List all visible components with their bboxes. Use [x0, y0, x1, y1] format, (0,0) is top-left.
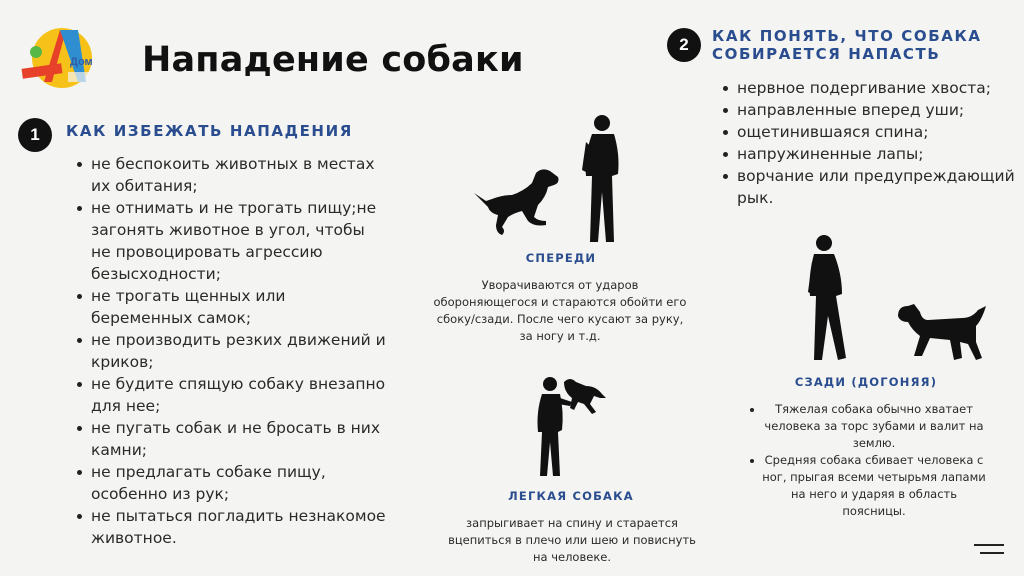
section1-list — [77, 153, 387, 549]
logo-text: Дом — [70, 56, 93, 68]
front-description: Уворачиваются от ударов обороняющегося и стараются обойти его сбоку/сзади. После чего кусают за руку, за ногу и т.д. — [433, 278, 687, 343]
section2-list — [723, 77, 1015, 209]
behind-man-silhouette — [806, 234, 854, 364]
list-item: нервное подергивание хвоста; — [723, 77, 1015, 99]
list-item: направленные вперед уши; — [723, 99, 1015, 121]
front-caption: СПЕРЕДИ — [525, 251, 597, 265]
section1-heading: КАК ИЗБЕЖАТЬ НАПАДЕНИЯ — [66, 122, 353, 140]
list-item: не пугать собак и не бросать в них камни; — [77, 417, 387, 461]
behind-caption: СЗАДИ (ДОГОНЯЯ) — [794, 375, 938, 389]
list-item: не отнимать и не трогать пищу;не загонять животное в угол, чтобы не провоцировать агрессию безысходности; — [77, 197, 387, 285]
list-item: ощетинившаяся спина; — [723, 121, 1015, 143]
list-item: напружиненные лапы; — [723, 143, 1015, 165]
list-item: не беспокоить животных в местах их обитания; — [77, 153, 387, 197]
front-dog-silhouette — [472, 165, 562, 237]
front-man-silhouette — [582, 114, 630, 244]
list-item: не трогать щенных или беременных самок; — [77, 285, 387, 329]
menu-icon[interactable] — [974, 544, 1004, 558]
section2-heading-line1: КАК ПОНЯТЬ, ЧТО СОБАКА — [712, 27, 982, 45]
list-item: Средняя собака сбивает человека с ног, прыгая всеми четырьмя лапами на него и ударяя в область поясницы. — [750, 452, 988, 520]
list-item: не будите спящую собаку внезапно для нее; — [77, 373, 387, 417]
light-caption: ЛЕГКАЯ СОБАКА — [508, 489, 634, 503]
section1-number: 1 — [18, 118, 52, 152]
light-description: запрыгивает на спину и старается вцепиться в плечо или шею и повиснуть на человеке. — [448, 516, 696, 564]
list-item: не производить резких движений и криков; — [77, 329, 387, 373]
list-item: не пытаться погладить незнакомое животное. — [77, 505, 387, 549]
section2-number: 2 — [667, 28, 701, 62]
behind-list — [750, 401, 988, 520]
page-title: Нападение собаки — [142, 40, 524, 80]
list-item: не предлагать собаке пищу, особенно из рук; — [77, 461, 387, 505]
behind-dog-silhouette — [896, 302, 988, 364]
list-item: Тяжелая собака обычно хватает человека за торс зубами и валит на землю. — [750, 401, 988, 452]
light-dog-man-silhouette — [536, 376, 608, 478]
list-item: ворчание или предупреждающий рык. — [723, 165, 1015, 209]
section2-heading-line2: СОБИРАЕТСЯ НАПАСТЬ — [712, 45, 941, 63]
